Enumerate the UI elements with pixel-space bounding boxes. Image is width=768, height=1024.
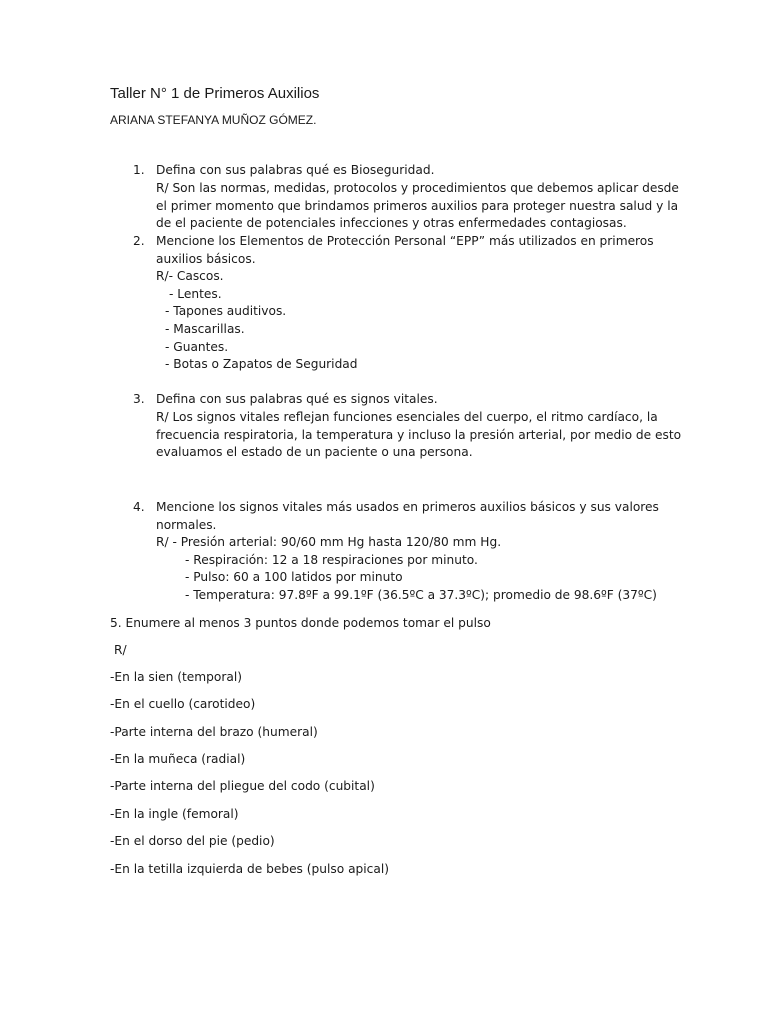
q4-answer-item: - Temperatura: 97.8ºF a 99.1ºF (36.5ºC a 37.3ºC); promedio de 98.6ºF (37ºC) xyxy=(185,588,657,602)
q4-answer-item: - Pulso: 60 a 100 latidos por minuto xyxy=(185,570,403,584)
q1-answer-line: el primer momento que brindamos primeros auxilios para proteger nuestra salud y la xyxy=(156,199,679,213)
q2-answer-item: - Botas o Zapatos de Seguridad xyxy=(165,357,358,371)
pulse-point-item: -En el dorso del pie (pedio) xyxy=(110,834,275,848)
q2-answer-item: - Mascarillas. xyxy=(165,322,245,336)
q2-answer-item: - Tapones auditivos. xyxy=(165,304,287,318)
q3-answer-line: frecuencia respiratoria, la temperatura y incluso la presión arterial, por medio de esto xyxy=(156,428,682,442)
pulse-point-item: -Parte interna del brazo (humeral) xyxy=(110,725,318,739)
author-name: ARIANA STEFANYA MUÑOZ GÓMEZ. xyxy=(110,113,317,127)
pulse-point-item: -En la ingle (femoral) xyxy=(110,807,239,821)
q2-number: 2. xyxy=(133,234,145,248)
q5-question: 5. Enumere al menos 3 puntos donde podemos tomar el pulso xyxy=(110,616,491,630)
q3-answer-line: R/ Los signos vitales reflejan funciones esenciales del cuerpo, el ritmo cardíaco, la xyxy=(156,410,658,424)
document-title: Taller N° 1 de Primeros Auxilios xyxy=(110,85,320,102)
q3-answer-line: evaluamos el estado de un paciente o una persona. xyxy=(156,445,473,459)
q5-answer-prefix: R/ xyxy=(114,643,127,657)
pulse-point-item: -En la tetilla izquierda de bebes (pulso apical) xyxy=(110,862,389,876)
q4-number: 4. xyxy=(133,500,145,514)
q3-number: 3. xyxy=(133,392,145,406)
pulse-point-item: -En la sien (temporal) xyxy=(110,670,242,684)
pulse-point-item: -En la muñeca (radial) xyxy=(110,752,246,766)
q4-answer-item: - Respiración: 12 a 18 respiraciones por minuto. xyxy=(185,553,478,567)
q2-question: Mencione los Elementos de Protección Personal “EPP” más utilizados en primeros xyxy=(156,234,654,248)
q1-answer-line: de el paciente de potenciales infecciones y otras enfermedades contagiosas. xyxy=(156,216,627,230)
pulse-point-item: -En el cuello (carotideo) xyxy=(110,697,256,711)
q2-question-cont: auxilios básicos. xyxy=(156,252,256,266)
q2-answer-item: - Lentes. xyxy=(169,287,222,301)
q2-answer-item: - Guantes. xyxy=(165,340,229,354)
q2-answer-item: R/- Cascos. xyxy=(156,269,224,283)
q1-question: Defina con sus palabras qué es Bioseguridad. xyxy=(156,163,435,177)
q4-question-cont: normales. xyxy=(156,518,217,532)
q3-question: Defina con sus palabras qué es signos vitales. xyxy=(156,392,438,406)
pulse-point-item: -Parte interna del pliegue del codo (cubital) xyxy=(110,779,375,793)
q4-question: Mencione los signos vitales más usados en primeros auxilios básicos y sus valores xyxy=(156,500,659,514)
q1-number: 1. xyxy=(133,163,145,177)
q4-answer-item: R/ - Presión arterial: 90/60 mm Hg hasta 120/80 mm Hg. xyxy=(156,535,502,549)
q1-answer-line: R/ Son las normas, medidas, protocolos y procedimientos que debemos aplicar desde xyxy=(156,181,679,195)
